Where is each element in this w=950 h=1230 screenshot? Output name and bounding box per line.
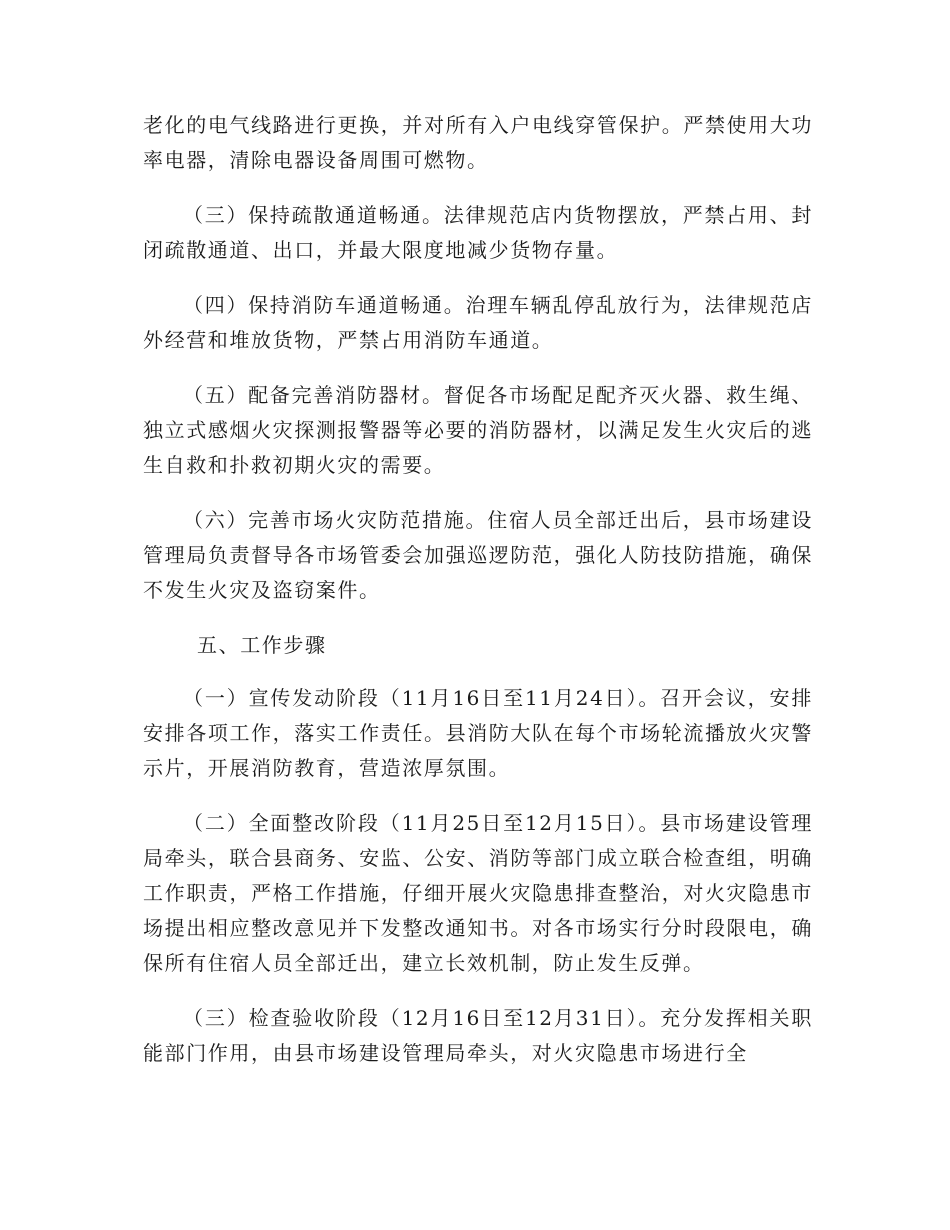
paragraph-inspection-stage: （三）检查验收阶段（12月16日至12月31日）。充分发挥相关职能部门作用，由县市场建设管理局牵头，对火灾隐患市场进行全 [143,1006,813,1065]
paragraph-fire-prevention: （六）完善市场火灾防范措施。住宿人员全部迁出后，县市场建设管理局负责督导各市场管委会加强巡逻防范，强化人防技防措施，确保不发生火灾及盗窃案件。 [143,508,813,602]
paragraph-fire-equipment: （五）配备完善消防器材。督促各市场配足配齐灭火器、救生绳、独立式感烟火灾探测报警器等必要的消防器材，以满足发生火灾后的逃生自救和扑救初期火灾的需要。 [143,383,813,477]
paragraph-publicity-stage: （一）宣传发动阶段（11月16日至11月24日）。召开会议，安排安排各项工作，落实工作责任。县消防大队在每个市场轮流播放火灾警示片，开展消防教育，营造浓厚氛围。 [143,686,813,780]
paragraph-fire-truck-access: （四）保持消防车通道畅通。治理车辆乱停乱放行为，法律规范店外经营和堆放货物，严禁占用消防车通道。 [143,293,813,352]
section-heading-work-steps: 五、工作步骤 [197,633,327,657]
document-body [143,108,813,1091]
paragraph-electrical-lines: 老化的电气线路进行更换，并对所有入户电线穿管保护。严禁使用大功率电器，清除电器设备周围可燃物。 [143,113,813,172]
paragraph-rectification-stage: （二）全面整改阶段（11月25日至12月15日）。县市场建设管理局牵头，联合县商务、安监、公安、消防等部门成立联合检查组，明确工作职责，严格工作措施，仔细开展火灾隐患排查整治，对火灾隐患市场提出相应整改意见并下发整改通知书。对各市场实行分时段限电，确保所有住宿人员全部迁出，建立长效机制，防止发生反弹。 [143,811,813,975]
paragraph-evacuation-routes: （三）保持疏散通道畅通。法律规范店内货物摆放，严禁占用、封闭疏散通道、出口，并最大限度地减少货物存量。 [143,203,813,262]
